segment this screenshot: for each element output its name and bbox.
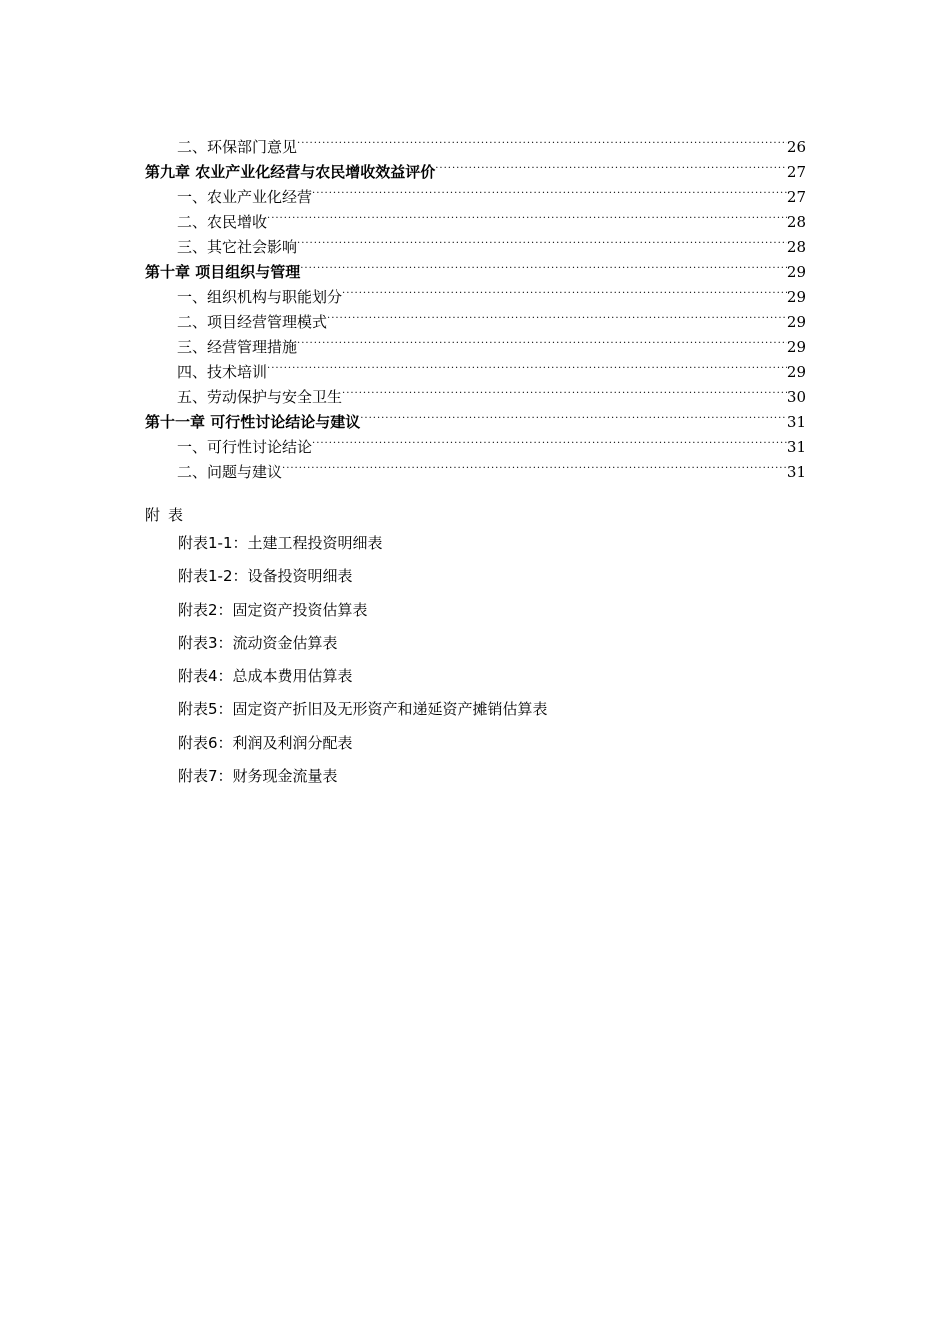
appendix-section <box>145 503 806 793</box>
toc-dot-leader <box>312 177 787 202</box>
appendix-item[interactable]: 附表1-1：土建工程投资明细表 <box>178 534 383 552</box>
toc-entry-title: 五、劳动保护与安全卫生 <box>177 388 343 406</box>
toc-entry-title: 一、农业产业化经营 <box>177 188 313 206</box>
toc-page-number: 26 <box>786 138 806 156</box>
toc-chapter-title: 第十章 项目组织与管理 <box>145 263 301 281</box>
appendix-item[interactable]: 附表1-2：设备投资明细表 <box>178 567 353 586</box>
toc-page-number: 31 <box>786 463 806 481</box>
toc-page-number: 29 <box>786 288 806 306</box>
toc-page-number: 30 <box>786 388 806 406</box>
toc-entry-title: 三、经营管理措施 <box>177 338 298 356</box>
toc-page-number: 29 <box>786 313 806 331</box>
toc-dot-leader <box>327 302 787 327</box>
toc-entry-title: 四、技术培训 <box>177 363 268 381</box>
toc-page-number: 29 <box>786 363 806 381</box>
toc-page-number: 27 <box>786 163 806 181</box>
toc-dot-leader <box>435 152 787 177</box>
toc-dot-leader <box>297 327 787 352</box>
toc-dot-leader <box>297 127 787 152</box>
appendix-item[interactable]: 附表2：固定资产投资估算表 <box>178 600 368 619</box>
table-of-contents <box>145 127 806 481</box>
toc-page-number: 28 <box>786 238 806 256</box>
toc-dot-leader <box>267 352 787 377</box>
toc-dot-leader <box>300 252 787 277</box>
appendix-item[interactable]: 附表3：流动资金估算表 <box>178 633 338 652</box>
toc-entry-title: 二、农民增收 <box>177 213 268 231</box>
toc-dot-leader <box>312 427 787 452</box>
toc-entry-title: 一、组织机构与职能划分 <box>177 288 343 306</box>
appendix-item[interactable]: 附表5：固定资产折旧及无形资产和递延资产摊销估算表 <box>178 700 548 719</box>
toc-page-number: 31 <box>786 438 806 456</box>
toc-page-number: 28 <box>786 213 806 231</box>
appendix-item[interactable]: 附表7：财务现金流量表 <box>178 767 338 786</box>
toc-dot-leader <box>267 202 787 227</box>
toc-entry-title: 二、项目经营管理模式 <box>177 313 328 331</box>
toc-chapter-title: 第九章 农业产业化经营与农民增收效益评价 <box>145 163 436 181</box>
toc-page-number: 29 <box>786 338 806 356</box>
appendix-item[interactable]: 附表6：利润及利润分配表 <box>178 733 353 752</box>
toc-entry-title: 一、可行性讨论结论 <box>177 438 313 456</box>
appendix-heading: 附表 <box>145 506 192 524</box>
toc-page-number: 27 <box>786 188 806 206</box>
toc-dot-leader <box>360 402 787 427</box>
toc-entry-title: 二、环保部门意见 <box>177 138 298 156</box>
toc-entry-title: 二、问题与建议 <box>177 463 283 481</box>
toc-dot-leader <box>297 227 787 252</box>
toc-dot-leader <box>342 277 787 302</box>
toc-dot-leader <box>342 377 787 402</box>
toc-entry[interactable] <box>145 127 806 156</box>
toc-dot-leader <box>282 452 787 477</box>
toc-page-number: 31 <box>786 413 806 431</box>
toc-chapter-title: 第十一章 可行性讨论结论与建议 <box>145 413 361 431</box>
toc-page-number: 29 <box>786 263 806 281</box>
appendix-item[interactable]: 附表4：总成本费用估算表 <box>178 667 353 686</box>
toc-entry-title: 三、其它社会影响 <box>177 238 298 256</box>
